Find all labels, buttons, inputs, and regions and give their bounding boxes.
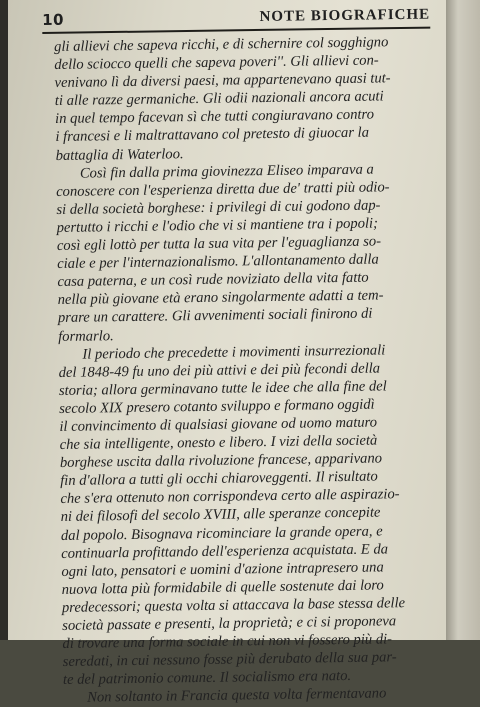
text-line: Così fin dalla prima giovinezza Eliseo imparava a xyxy=(79,161,374,182)
text-line: conoscere con l'esperienza diretta due de' tratti più odio- xyxy=(56,179,390,200)
text-line: che s'era ottenuto non corrispondeva certo alle aspirazio- xyxy=(60,486,400,508)
text-line: i francesi e li maltrattavano col pretesto di giuocar la xyxy=(55,125,370,146)
text-line: te del patrimonio comune. Il socialismo era nato. xyxy=(62,668,352,689)
text-line: dal popolo. Bisognava ricominciare la grande opera, e xyxy=(60,522,383,544)
text-line: Non soltanto in Francia questa volta fermentavano xyxy=(87,685,387,706)
text-line: ciale e per l'internazionalismo. L'allontanamento dalla xyxy=(57,251,379,273)
text-line: in quel tempo facevan sì che tutti congiuravano contro xyxy=(55,106,375,128)
body-text xyxy=(54,33,443,707)
text-line: venivano lì da diversi paesi, ma appartenevano quasi tut- xyxy=(54,70,391,92)
text-line: che sia intelligente, onesto e libero. I vizi della società xyxy=(59,432,378,454)
text-line: prare un carattere. Gli avvenimenti sociali finirono di xyxy=(57,305,373,327)
facing-page-edge xyxy=(446,0,480,640)
text-line: dello sciocco quelli che sapeva poveri''. Gli allievi con- xyxy=(54,52,379,74)
text-line: Il periodo che precedette i movimenti insurrezionali xyxy=(82,341,386,363)
text-line: ni dei filosofi del secolo XVIII, alle speranze concepite xyxy=(60,504,381,526)
text-line: secolo XIX presero cotanto sviluppo e formano oggidì xyxy=(59,396,375,417)
text-line: casa paterna, e un così rude noviziato della vita fatto xyxy=(57,269,369,291)
text-line: battaglia di Waterloo. xyxy=(55,145,184,164)
text-line: nella più giovane età erano singolarmente adatti a tem- xyxy=(57,287,384,309)
text-line: fin d'allora a tutti gli occhi chiaroveggenti. Il risultato xyxy=(60,468,378,490)
page-header xyxy=(42,5,430,34)
text-line: ogni lato, pensatori e uomini d'azione intrapresero una xyxy=(61,559,384,580)
text-line: pertutto i ricchi e l'odio che vi si mantiene tra i popoli; xyxy=(56,215,379,236)
page-number: 10 xyxy=(42,10,65,29)
text-line: seredati, in cui nessuno fosse più derubato della sua par- xyxy=(62,649,397,671)
book-page xyxy=(8,0,460,706)
text-line: nuova lotta più formidabile di quelle sostenute dai loro xyxy=(61,577,384,598)
text-line: così egli lottò per tutta la sua vita per l'eguaglianza so- xyxy=(56,233,382,255)
text-line: società passate e presenti, la proprietà; e ci si proponeva xyxy=(62,613,397,634)
text-line: si della società borghese: i privilegi di cui godono dap- xyxy=(56,197,381,218)
text-line: del 1848-49 fu uno dei più attivi e dei più fecondi della xyxy=(58,360,381,381)
text-line: il convincimento di qualsiasi giovane od uomo maturo xyxy=(59,414,378,435)
running-title: NOTE BIOGRAFICHE xyxy=(259,6,431,25)
text-line: continuarla profittando dell'esperienza acquistata. E da xyxy=(61,541,389,562)
text-line: di trovare una forma sociale in cui non vi fossero più di- xyxy=(62,631,393,653)
text-line: formarlo. xyxy=(58,327,114,345)
text-line: borghese uscita dalla rivoluzione francese, apparivano xyxy=(59,450,383,472)
text-line: ti alle razze germaniche. Gli odii nazionali ancora acuti xyxy=(54,88,384,110)
book-spine-shadow xyxy=(0,0,8,640)
text-line: predecessori; questa volta si attaccava la base stessa delle xyxy=(61,595,406,616)
text-line: storia; allora germinavano tutte le idee che alla fine del xyxy=(58,378,387,399)
text-line: gli allievi che sapeva ricchi, e di schernire col sogghigno xyxy=(54,34,389,55)
